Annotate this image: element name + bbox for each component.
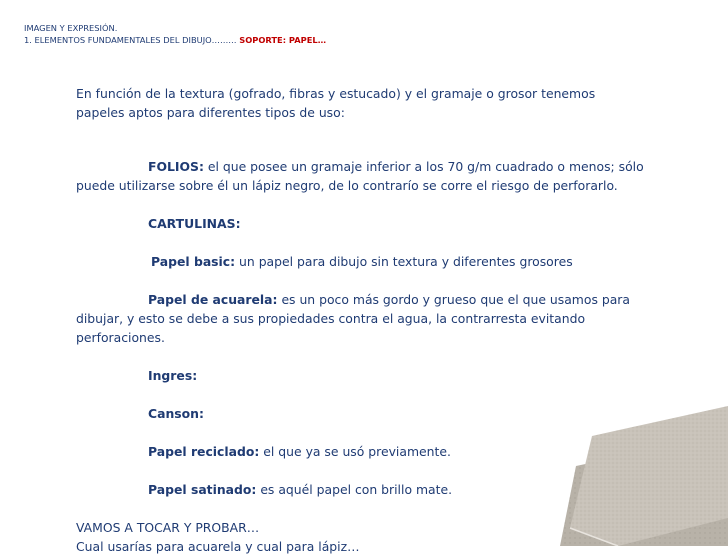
paper-samples-image xyxy=(548,406,728,546)
cartulinas-paragraph xyxy=(76,214,646,233)
basic-paragraph xyxy=(76,252,646,271)
satinado-term: Papel satinado: xyxy=(148,482,257,497)
folios-paragraph xyxy=(76,157,646,195)
intro-paragraph: En función de la textura (gofrado, fibras y estucado) y el gramaje o grosor tenemos papeles aptos para diferentes tipos de uso: xyxy=(76,86,596,120)
acuarela-paragraph xyxy=(76,290,646,347)
folios-term: FOLIOS: xyxy=(148,159,204,174)
basic-term: Papel basic: xyxy=(151,254,236,269)
canson-term: Canson: xyxy=(148,406,204,421)
header-title: IMAGEN Y EXPRESIÓN. xyxy=(24,23,118,33)
satinado-text: es aquél papel con brillo mate. xyxy=(256,482,453,497)
slide-header xyxy=(24,22,326,46)
ingres-paragraph xyxy=(76,366,646,385)
paper-stack-illustration xyxy=(548,406,728,546)
reciclado-text: el que ya se usó previamente. xyxy=(259,444,451,459)
acuarela-term: Papel de acuarela: xyxy=(148,292,278,307)
cartulinas-term: CARTULINAS: xyxy=(148,216,241,231)
header-subtitle-text: 1. ELEMENTOS FUNDAMENTALES DEL DIBUJO……… xyxy=(24,35,240,45)
reciclado-term: Papel reciclado: xyxy=(148,444,260,459)
header-accent: SOPORTE: PAPEL… xyxy=(239,35,327,45)
ingres-term: Ingres: xyxy=(148,368,198,383)
outro-line-1: VAMOS A TOCAR Y PROBAR… xyxy=(76,520,260,535)
folios-text: el que posee un gramaje inferior a los 70 g/m cuadrado o menos; sólo puede utilizarse sobre él un lápiz negro, de lo contrarío se corre el riesgo de perforarlo. xyxy=(76,159,644,193)
acuarela-text: es un poco más gordo y grueso que el que usamos para dibujar, y esto se debe a sus propiedades contra el agua, la contrarresta evitando perforaciones. xyxy=(76,292,630,345)
basic-text: un papel para dibujo sin textura y diferentes grosores xyxy=(235,254,573,269)
outro-line-2: Cual usarías para acuarela y cual para lápiz… xyxy=(76,539,360,554)
header-subtitle xyxy=(24,34,326,46)
